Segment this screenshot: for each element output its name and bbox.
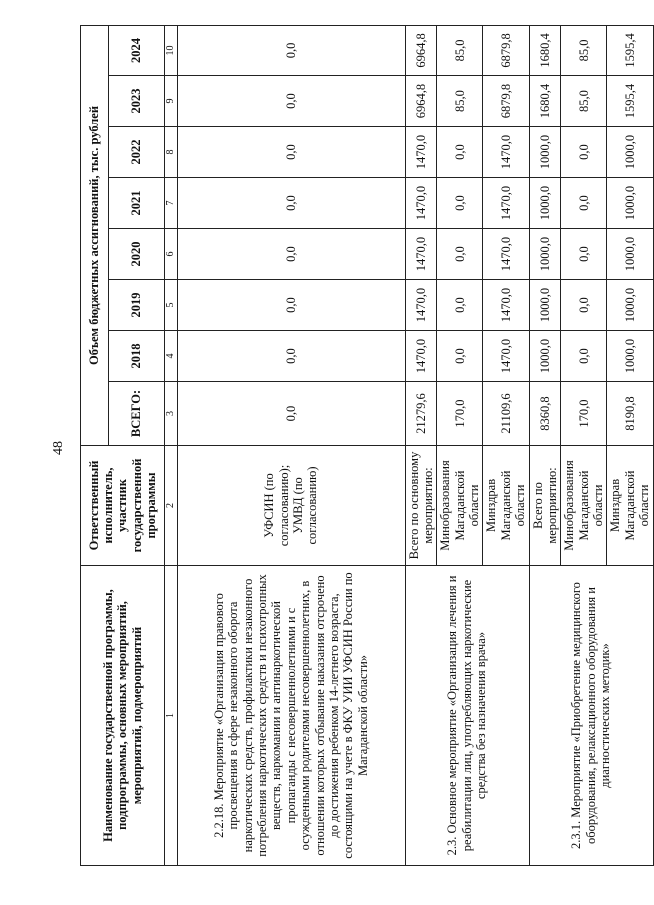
value-2018: 0,0	[177, 331, 405, 382]
value-2019: 1470,0	[405, 280, 437, 331]
value-2019: 0,0	[437, 280, 483, 331]
value-2020: 1470,0	[405, 229, 437, 280]
header-funding: Объем бюджетных ассигнований, тыс. рублей	[81, 25, 109, 445]
header-total: ВСЕГО:	[109, 382, 165, 446]
value-2021: 1000,0	[607, 178, 653, 229]
value-2020: 0,0	[437, 229, 483, 280]
row-executor: Всего по основному мероприятию:	[405, 446, 437, 566]
value-2022: 1470,0	[405, 127, 437, 178]
value-2024: 6964,8	[405, 25, 437, 75]
value-total: 21279,6	[405, 382, 437, 446]
header-year-2021: 2021	[109, 178, 165, 229]
column-number: 7	[165, 178, 178, 229]
table-row	[177, 25, 405, 865]
value-2021: 0,0	[561, 178, 607, 229]
row-name: 2.2.18. Мероприятие «Организация правового просвещения в сфере незаконного оборота наркотических средств, профилактики незаконного потребления наркотических средств и психотропных веществ, наркомании и антинаркотической пропаганды с несовершеннолетними и с осужденными родителями несовершеннолетних, в отношении которых отбывание наказания отсрочено до достижения ребенком 14-летнего возраста, состоящими на учете в ФКУ УИИ УФСИН России по Магаданской области»	[177, 566, 405, 866]
value-2019: 0,0	[561, 280, 607, 331]
value-2024: 85,0	[437, 25, 483, 75]
value-2024: 6879,8	[483, 25, 529, 75]
value-2024: 0,0	[177, 25, 405, 75]
row-executor: Минобразования Магаданской области	[561, 446, 607, 566]
column-number: 2	[165, 446, 178, 566]
value-2024: 1680,4	[529, 25, 561, 75]
column-number-row	[165, 25, 178, 865]
value-2018: 1000,0	[607, 331, 653, 382]
value-2018: 1470,0	[405, 331, 437, 382]
value-2022: 1470,0	[483, 127, 529, 178]
value-2020: 1000,0	[607, 229, 653, 280]
row-executor: Минздрав Магаданской области	[607, 446, 653, 566]
column-number: 1	[165, 566, 178, 866]
row-executor: Минобразования Магаданской области	[437, 446, 483, 566]
funding-table	[80, 25, 654, 866]
column-number: 6	[165, 229, 178, 280]
value-2021: 0,0	[437, 178, 483, 229]
header-year-2022: 2022	[109, 127, 165, 178]
header-executor: Ответственный исполнитель, участник государственной программы	[81, 446, 165, 566]
column-number: 9	[165, 76, 178, 127]
value-2024: 1595,4	[607, 25, 653, 75]
value-total: 8360,8	[529, 382, 561, 446]
value-2018: 1470,0	[483, 331, 529, 382]
value-2020: 0,0	[177, 229, 405, 280]
value-2020: 1470,0	[483, 229, 529, 280]
value-2023: 1680,4	[529, 76, 561, 127]
column-number: 3	[165, 382, 178, 446]
header-year-2018: 2018	[109, 331, 165, 382]
value-2019: 1470,0	[483, 280, 529, 331]
value-2021: 0,0	[177, 178, 405, 229]
value-2021: 1470,0	[405, 178, 437, 229]
value-2023: 6879,8	[483, 76, 529, 127]
value-2023: 1595,4	[607, 76, 653, 127]
value-total: 0,0	[177, 382, 405, 446]
value-2022: 1000,0	[607, 127, 653, 178]
value-2019: 0,0	[177, 280, 405, 331]
value-2018: 0,0	[561, 331, 607, 382]
value-2022: 1000,0	[529, 127, 561, 178]
row-name: 2.3. Основное мероприятие «Организация лечения и реабилитации лиц, употребляющих наркотические средства без назначения врача»	[405, 566, 529, 866]
value-2019: 1000,0	[529, 280, 561, 331]
row-name: 2.3.1. Мероприятие «Приобретение медицинского оборудования, релаксационного оборудования и диагностических методик»	[529, 566, 653, 866]
value-2023: 0,0	[177, 76, 405, 127]
column-number: 8	[165, 127, 178, 178]
table-row	[405, 25, 437, 865]
value-2018: 1000,0	[529, 331, 561, 382]
header-name: Наименование государственной программы, подпрограммы, основных мероприятий, мероприятий, подмероприятий	[81, 566, 165, 866]
value-2021: 1470,0	[483, 178, 529, 229]
value-2019: 1000,0	[607, 280, 653, 331]
value-2024: 85,0	[561, 25, 607, 75]
value-2020: 0,0	[561, 229, 607, 280]
value-2022: 0,0	[177, 127, 405, 178]
value-total: 8190,8	[607, 382, 653, 446]
value-2022: 0,0	[561, 127, 607, 178]
value-2022: 0,0	[437, 127, 483, 178]
row-executor: УФСИН (по согласованию); УМВД (по согласованию)	[177, 446, 405, 566]
value-total: 170,0	[437, 382, 483, 446]
column-number: 4	[165, 331, 178, 382]
value-2018: 0,0	[437, 331, 483, 382]
value-2023: 85,0	[437, 76, 483, 127]
row-executor: Всего по мероприятию:	[529, 446, 561, 566]
header-year-2020: 2020	[109, 229, 165, 280]
column-number: 5	[165, 280, 178, 331]
value-2023: 6964,8	[405, 76, 437, 127]
header-year-2024: 2024	[109, 25, 165, 75]
table-row	[529, 25, 561, 865]
header-year-2023: 2023	[109, 76, 165, 127]
header-year-2019: 2019	[109, 280, 165, 331]
column-number: 10	[165, 25, 178, 75]
page-number: 48	[51, 441, 66, 455]
row-executor: Минздрав Магаданской области	[483, 446, 529, 566]
value-2020: 1000,0	[529, 229, 561, 280]
funding-table-wrapper	[80, 26, 652, 866]
value-total: 170,0	[561, 382, 607, 446]
value-2023: 85,0	[561, 76, 607, 127]
value-total: 21109,6	[483, 382, 529, 446]
value-2021: 1000,0	[529, 178, 561, 229]
